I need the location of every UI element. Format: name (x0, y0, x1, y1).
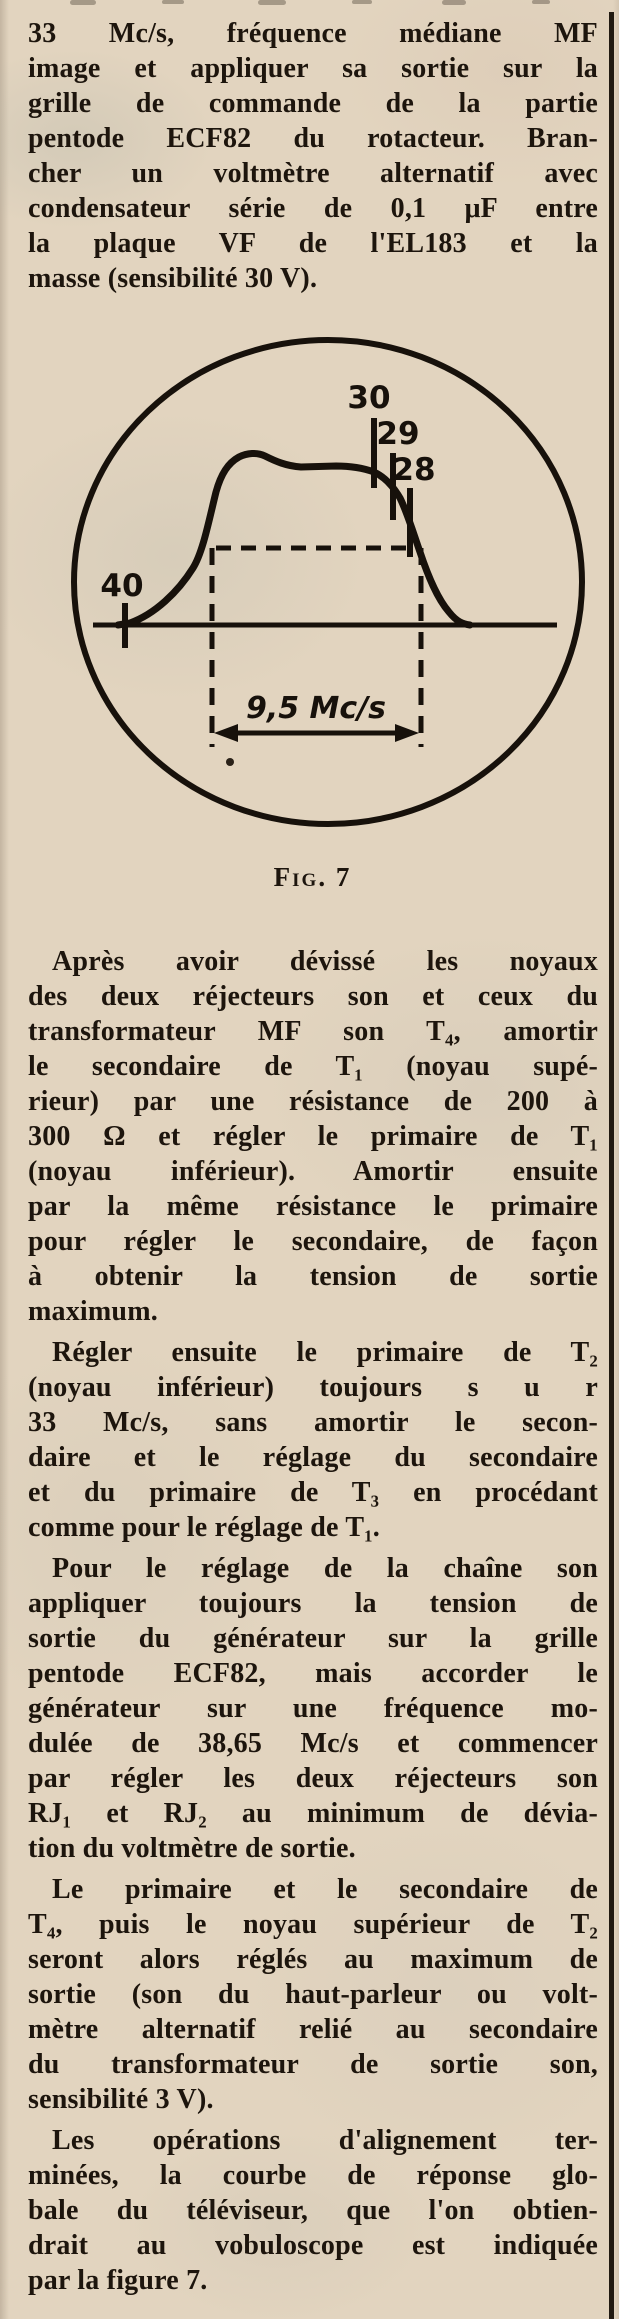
text-line: pentode ECF82 du rotacteur. Bran- (28, 123, 598, 154)
text-line: pentode ECF82, mais accorder le (28, 1658, 598, 1689)
text-line: image et appliquer sa sortie sur la (28, 53, 598, 84)
paragraph (28, 1872, 598, 2117)
text-column-main (28, 944, 598, 2298)
text-line: 33 Mc/s, sans amortir le secon- (28, 1407, 598, 1438)
marker-40-label: 40 (100, 568, 144, 604)
paragraph (28, 1335, 598, 1545)
text-line: mètre alternatif relié au secondaire (28, 2014, 598, 2045)
figure-caption: Fig. 7 (273, 862, 352, 892)
text-line: (noyau inférieur). Amortir ensuite (28, 1156, 598, 1187)
text-line: transformateur MF son T₄, amortir (28, 1016, 598, 1047)
bandwidth-label: 9,5 Mc/s (245, 691, 387, 726)
oscilloscope-screen-outline (74, 340, 582, 824)
text-line: rieur) par une résistance de 200 à (28, 1086, 598, 1117)
scan-artifact (70, 0, 96, 5)
bandwidth-arrowhead-right (395, 724, 419, 742)
text-line: sensibilité 3 V). (28, 2084, 214, 2115)
text-line: minées, la courbe de réponse glo- (28, 2160, 598, 2191)
bandwidth-arrowhead-left (214, 724, 238, 742)
text-line: par la même résistance le primaire (28, 1191, 598, 1222)
text-line: (noyau inférieur) toujours s u r (28, 1372, 598, 1403)
text-line: Régler ensuite le primaire de T₂ (52, 1337, 598, 1368)
scan-artifact (442, 0, 466, 5)
text-line: bale du téléviseur, que l'on obtien- (28, 2195, 598, 2226)
scan-artifact (532, 0, 550, 4)
text-line: masse (sensibilité 30 V). (28, 263, 318, 294)
text-line: daire et le réglage du secondaire (28, 1442, 598, 1473)
text-column-top (28, 16, 598, 296)
text-line: RJ₁ et RJ₂ au minimum de dévia- (28, 1798, 598, 1829)
text-line: condensateur série de 0,1 μF entre (28, 193, 598, 224)
text-line: sortie (son du haut-parleur ou volt- (28, 1979, 598, 2010)
text-line: à obtenir la tension de sortie (28, 1261, 598, 1292)
text-line: le secondaire de T₁ (noyau supé- (28, 1051, 598, 1082)
marker-30-label: 30 (347, 380, 391, 416)
text-line: seront alors réglés au maximum de (28, 1944, 598, 1975)
text-line: des deux réjecteurs son et ceux du (28, 981, 598, 1012)
text-line: Pour le réglage de la chaîne son (52, 1553, 598, 1584)
scan-artifact (162, 0, 184, 4)
text-line: générateur sur une fréquence mo- (28, 1693, 598, 1724)
paragraph (28, 1551, 598, 1866)
text-line: Après avoir dévissé les noyaux (52, 946, 598, 977)
text-line: Les opérations d'alignement ter- (52, 2125, 598, 2156)
text-line: grille de commande de la partie (28, 88, 598, 119)
text-line: pour régler le secondaire, de façon (28, 1226, 598, 1257)
text-line: appliquer toujours la tension de (28, 1588, 598, 1619)
marker-29-label: 29 (376, 416, 420, 452)
text-line: 300 Ω et régler le primaire de T₁ (28, 1121, 598, 1152)
scan-artifact (258, 0, 286, 5)
paragraph (28, 2123, 598, 2298)
text-line: Le primaire et le secondaire de (52, 1874, 598, 1905)
figure-7-response-curve (0, 320, 619, 840)
text-line: du transformateur de sortie son, (28, 2049, 598, 2080)
text-line: par la figure 7. (28, 2265, 208, 2296)
paragraph (28, 16, 598, 296)
text-line: comme pour le réglage de T₁. (28, 1512, 381, 1543)
scan-artifact (352, 0, 372, 4)
text-line: 33 Mc/s, fréquence médiane MF (28, 18, 598, 49)
marker-28-label: 28 (392, 452, 436, 488)
text-line: maximum. (28, 1296, 158, 1327)
text-line: par régler les deux réjecteurs son (28, 1763, 598, 1794)
text-line: T₄, puis le noyau supérieur de T₂ (28, 1909, 598, 1940)
text-line: drait au vobuloscope est indiquée (28, 2230, 598, 2261)
text-line: cher un voltmètre alternatif avec (28, 158, 598, 189)
paragraph (28, 944, 598, 1329)
text-line: tion du voltmètre de sortie. (28, 1833, 356, 1864)
text-line: dulée de 38,65 Mc/s et commencer (28, 1728, 598, 1759)
text-line: sortie du générateur sur la grille (28, 1623, 598, 1654)
text-line: la plaque VF de l'EL183 et la (28, 228, 598, 259)
text-line: et du primaire de T₃ en procédant (28, 1477, 598, 1508)
ink-speck (226, 758, 234, 766)
